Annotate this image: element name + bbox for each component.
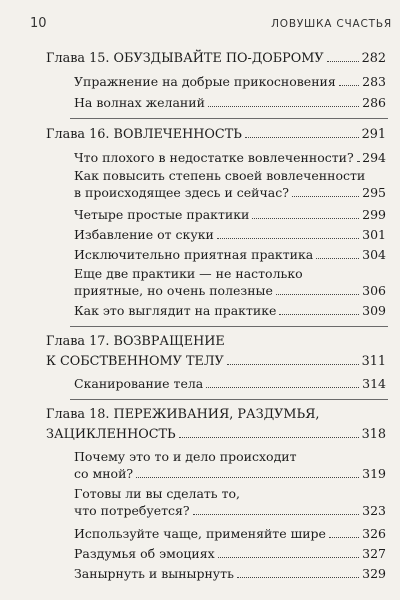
toc-chapter-16 xyxy=(46,126,386,143)
toc-entry-title: Глава 15. ОБУЗДЫВАЙТЕ ПО-ДОБРОМУ xyxy=(46,51,324,66)
leader-dots xyxy=(279,303,359,315)
leader-dots xyxy=(237,566,359,578)
toc-entry-page: 299 xyxy=(362,207,386,222)
toc-section-16-2-line1: Как повысить степень своей вовлеченности xyxy=(74,168,366,183)
leader-dots xyxy=(316,247,359,259)
toc-section-18-2-line1: Готовы ли вы сделать то, xyxy=(74,486,241,501)
leader-dots xyxy=(193,503,360,515)
toc-entry-page: 309 xyxy=(362,303,386,318)
toc-section-18-1 xyxy=(74,466,386,482)
toc-entry-page: 282 xyxy=(361,51,386,66)
toc-entry-title: Сканирование тела xyxy=(74,376,204,391)
toc-entry-title: что потребуется? xyxy=(74,503,190,518)
toc-entry-title: Глава 16. ВОВЛЕЧЕННОСТЬ xyxy=(46,127,242,142)
leader-dots xyxy=(327,50,359,62)
toc-entry-title: Как это выглядит на практике xyxy=(74,303,277,318)
section-divider xyxy=(70,118,388,119)
section-divider xyxy=(70,326,388,327)
toc-entry-title: в происходящее здесь и сейчас? xyxy=(74,185,289,200)
toc-chapter-17 xyxy=(46,353,386,370)
toc-section-18-2 xyxy=(74,503,386,519)
toc-entry-page: 294 xyxy=(362,150,386,165)
toc-section-16-6-line1: Еще две практики — не настолько xyxy=(74,266,303,281)
toc-entry-page: 323 xyxy=(362,503,386,518)
toc-section-15-2 xyxy=(74,95,386,111)
section-divider xyxy=(70,399,388,400)
leader-dots xyxy=(252,207,359,219)
toc-section-16-2 xyxy=(74,185,386,201)
leader-dots xyxy=(206,376,359,388)
leader-dots xyxy=(227,353,359,365)
toc-entry-title: Исключительно приятная практика xyxy=(74,247,314,262)
toc-entry-title: Занырнуть и вынырнуть xyxy=(74,566,234,581)
leader-dots xyxy=(136,466,359,478)
toc-section-17-1 xyxy=(74,376,386,392)
toc-entry-page: 318 xyxy=(361,427,386,442)
toc-entry-page: 326 xyxy=(362,526,386,541)
toc-chapter-15 xyxy=(46,50,386,67)
leader-dots xyxy=(329,526,359,538)
page-number: 10 xyxy=(30,16,47,31)
toc-entry-page: 306 xyxy=(362,283,386,298)
toc-entry-page: 295 xyxy=(362,185,386,200)
toc-entry-title: На волнах желаний xyxy=(74,95,205,110)
toc-entry-page: 304 xyxy=(362,247,386,262)
toc-entry-page: 327 xyxy=(362,546,386,561)
leader-dots xyxy=(339,74,359,86)
toc-entry-title: Упражнение на добрые прикосновения xyxy=(74,74,336,89)
toc-section-18-4 xyxy=(74,546,386,562)
leader-dots xyxy=(218,546,359,558)
toc-entry-page: 283 xyxy=(362,74,386,89)
running-title: ЛОВУШКА СЧАСТЬЯ xyxy=(271,18,392,30)
toc-section-16-1 xyxy=(74,150,386,166)
toc-entry-title: Используйте чаще, применяйте шире xyxy=(74,526,326,541)
toc-section-15-1 xyxy=(74,74,386,90)
toc-entry-page: 314 xyxy=(362,376,386,391)
toc-entry-title: ЗАЦИКЛЕННОСТЬ xyxy=(46,427,176,442)
leader-dots xyxy=(245,126,359,138)
toc-section-16-7 xyxy=(74,303,386,319)
toc-entry-title: К СОБСТВЕННОМУ ТЕЛУ xyxy=(46,354,224,369)
toc-entry-title: Избавление от скуки xyxy=(74,227,214,242)
toc-section-18-5 xyxy=(74,566,386,582)
toc-section-16-4 xyxy=(74,227,386,243)
toc-entry-page: 319 xyxy=(362,466,386,481)
page-header xyxy=(0,16,400,38)
toc-entry-title: Раздумья об эмоциях xyxy=(74,546,215,561)
toc-chapter-18-line1: Глава 18. ПЕРЕЖИВАНИЯ, РАЗДУМЬЯ, xyxy=(46,407,320,422)
toc-entry-title: Четыре простые практики xyxy=(74,207,250,222)
leader-dots xyxy=(292,185,359,197)
toc-chapter-18 xyxy=(46,426,386,443)
toc-chapter-17-line1: Глава 17. ВОЗВРАЩЕНИЕ xyxy=(46,334,225,349)
leader-dots xyxy=(179,426,359,438)
toc-entry-page: 311 xyxy=(361,354,386,369)
leader-dots xyxy=(357,150,359,162)
toc-section-16-6 xyxy=(74,283,386,299)
toc-section-16-5 xyxy=(74,247,386,263)
toc-entry-page: 329 xyxy=(362,566,386,581)
toc-section-16-3 xyxy=(74,207,386,223)
leader-dots xyxy=(276,283,359,295)
toc-entry-page: 291 xyxy=(361,127,386,142)
leader-dots xyxy=(208,95,359,107)
leader-dots xyxy=(217,227,359,239)
toc-entry-page: 301 xyxy=(362,227,386,242)
toc-section-18-3 xyxy=(74,526,386,542)
toc-section-18-1-line1: Почему это то и дело происходит xyxy=(74,449,297,464)
toc-entry-title: приятные, но очень полезные xyxy=(74,283,273,298)
toc-entry-title: Что плохого в недостатке вовлеченности? xyxy=(74,150,354,165)
toc-entry-title: со мной? xyxy=(74,466,134,481)
toc-entry-page: 286 xyxy=(362,95,386,110)
